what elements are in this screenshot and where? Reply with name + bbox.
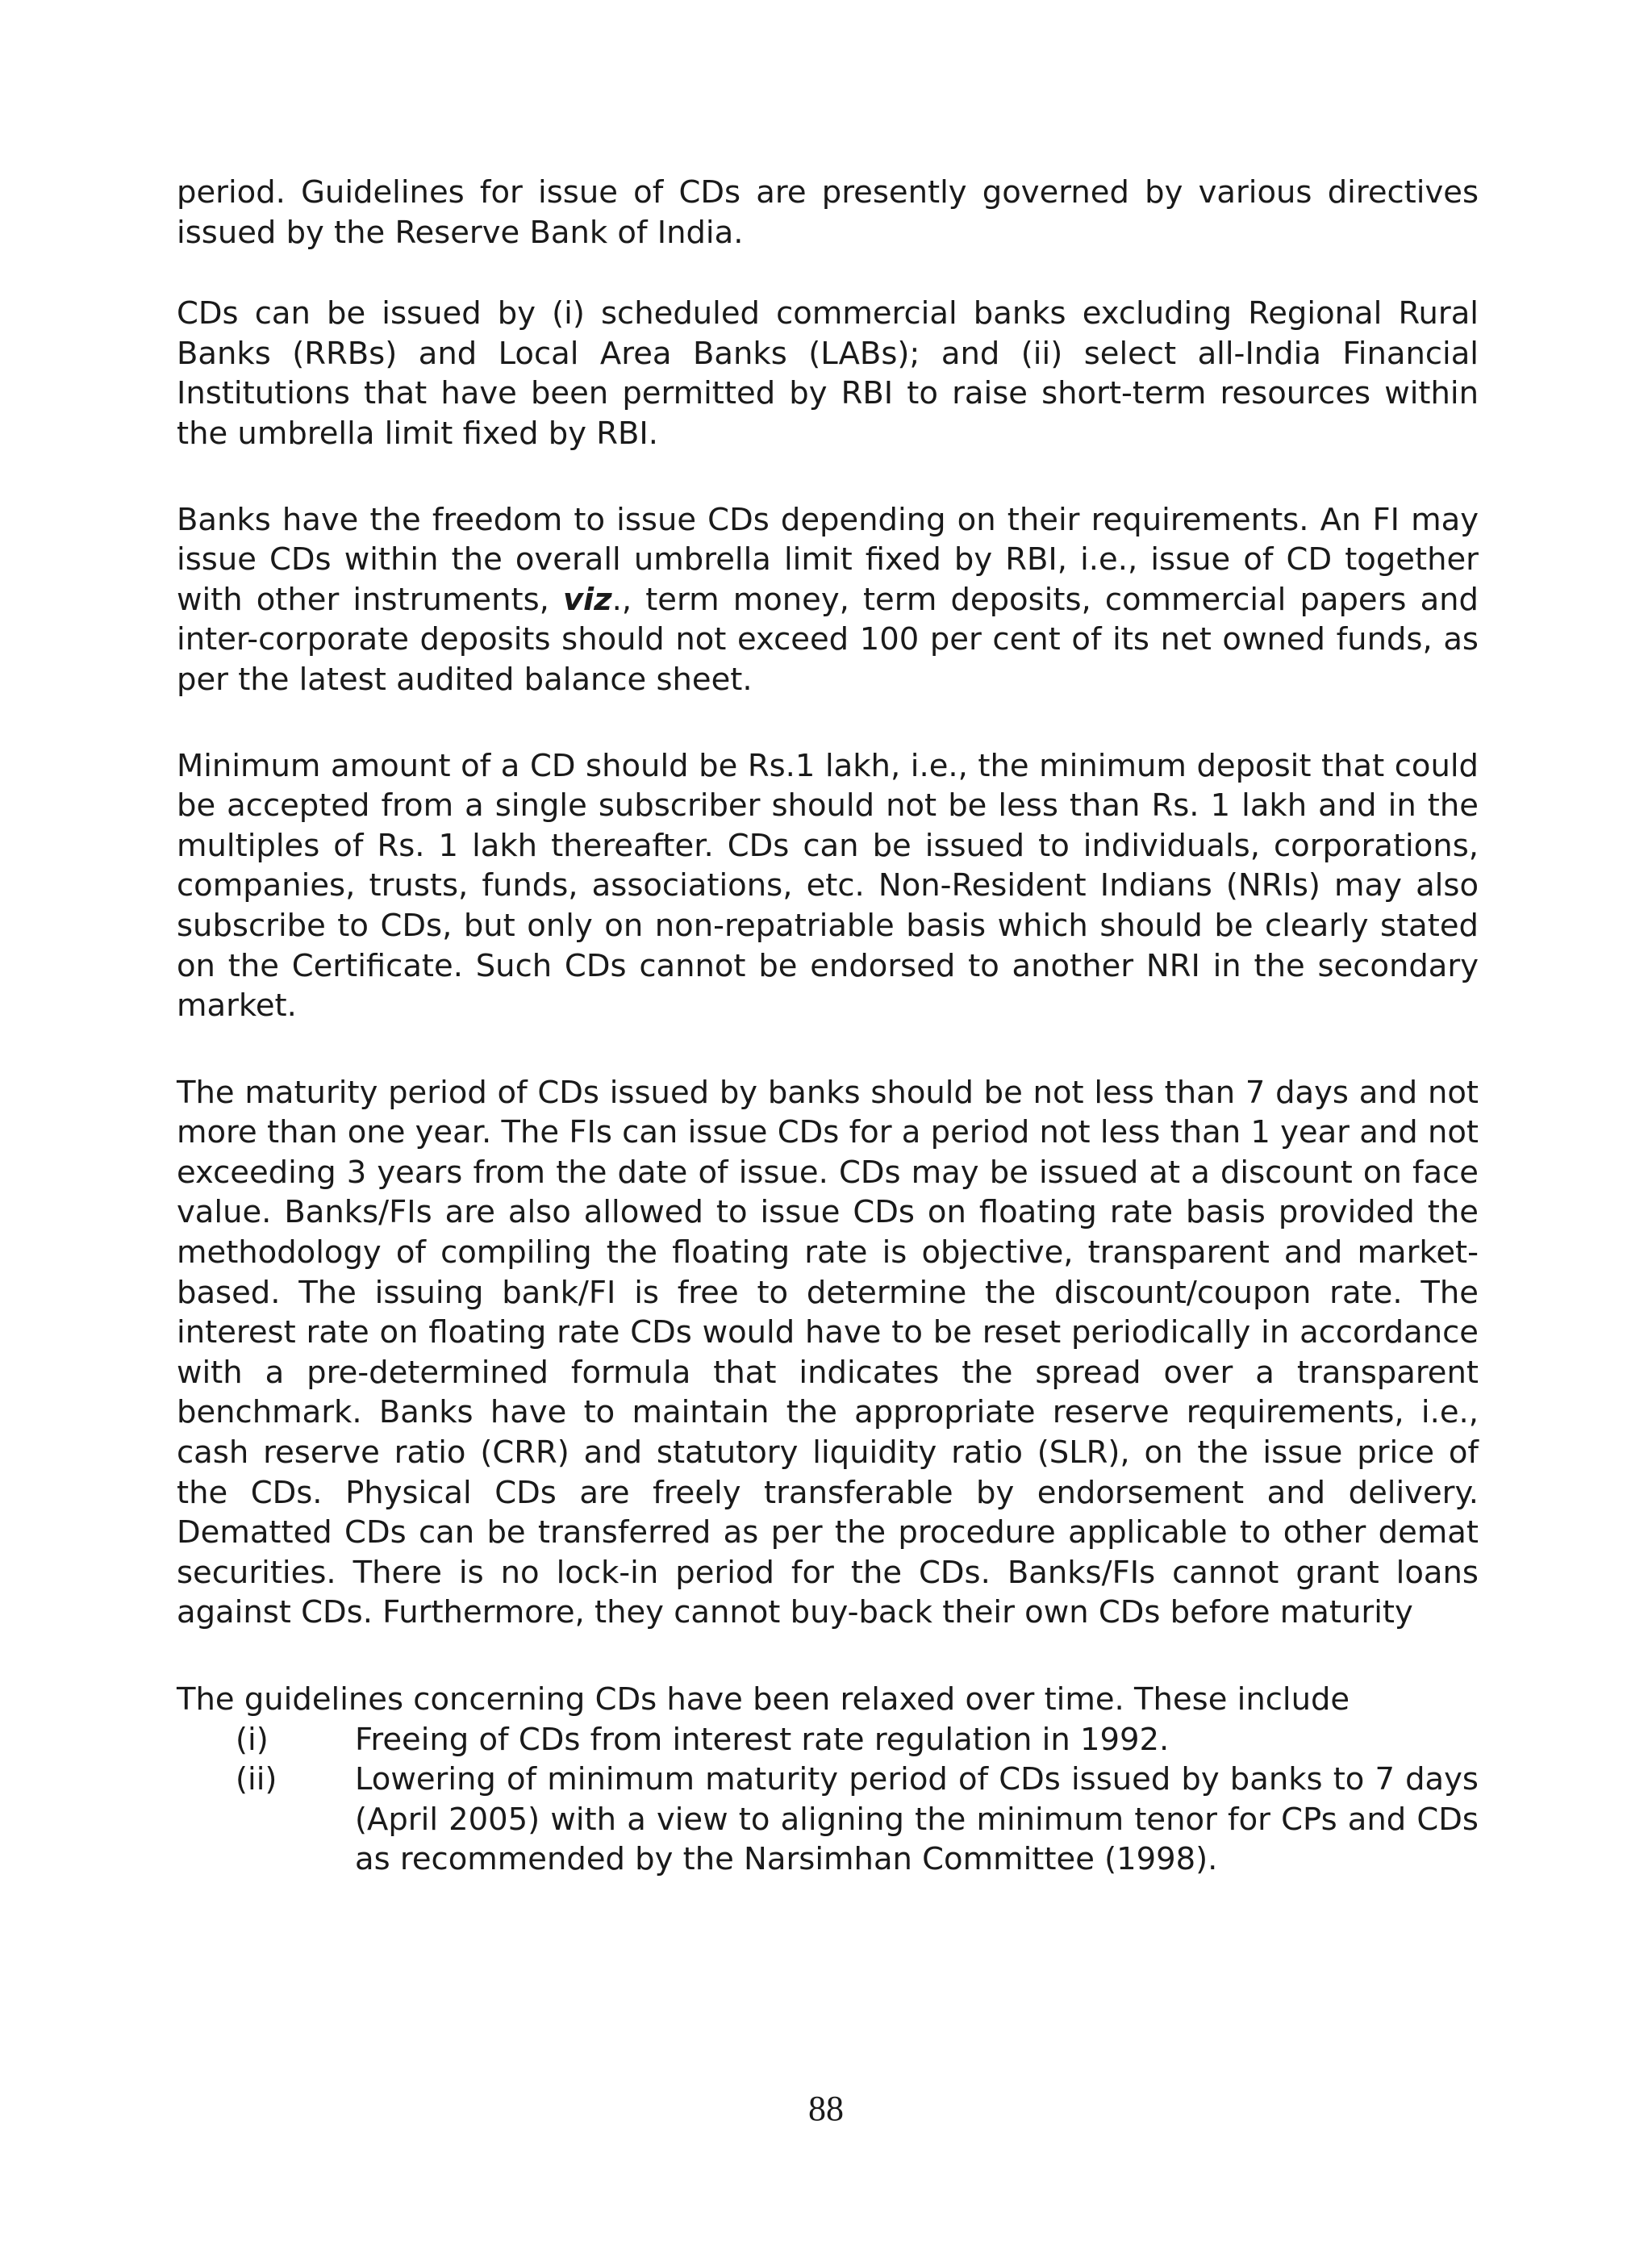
paragraph-minimum-amount: Minimum amount of a CD should be Rs.1 lakh, i.e., the minimum deposit that could be accepted from a single subscriber should not be less than Rs. 1 lakh and in the multiples of Rs. 1 lakh thereafter. CDs can be issued to individuals, corporations, companies, trusts, funds, associations, etc. Non-Resident Indians (NRIs) may also subscribe to CDs, but only on non-repatriable basis which should be clearly stated on the Certificate. Such CDs cannot be endorsed to another NRI in the secondary market. [177, 747, 1479, 1025]
list-item-text: Lowering of minimum maturity period of CDs issued by banks to 7 days (April 2005) with a view to aligning the minimum tenor for CPs and CDs as recommended by the Narsimhan Committee (1998). [355, 1761, 1479, 1878]
list-item [177, 1720, 1479, 1760]
paragraph-text: ., term money, term deposits, commercial papers and inter-corporate deposits should not exceed 100 per cent of its net owned funds, as per the latest audited balance sheet. [177, 581, 1479, 698]
relaxation-list [177, 1720, 1479, 1880]
paragraph-guidelines-intro: period. Guidelines for issue of CDs are presently governed by various directives issued by the Reserve Bank of India. [177, 174, 1479, 251]
list-item-number: (ii) [236, 1761, 277, 1798]
list-item-number: (i) [236, 1721, 269, 1758]
paragraph-issuers: CDs can be issued by (i) scheduled commercial banks excluding Regional Rural Banks (RRBs) and Local Area Banks (LABs); and (ii) select all-India Financial Institutions that have been permitted by RBI to raise short-term resources within the umbrella limit fixed by RBI. [177, 295, 1479, 452]
list-item-text: Freeing of CDs from interest rate regulation in 1992. [355, 1721, 1170, 1758]
list-item [177, 1760, 1479, 1880]
page-number: 88 [808, 2089, 844, 2128]
paragraph-relaxed-guidelines: The guidelines concerning CDs have been relaxed over time. These include [177, 1681, 1350, 1718]
paragraph-maturity-period: The maturity period of CDs issued by banks should be not less than 7 days and not more than one year. The FIs can issue CDs for a period not less than 1 year and not exceeding 3 years from the date of issue. CDs may be issued at a discount on face value. Banks/FIs are also allowed to issue CDs on floating rate basis provided the methodology of compiling the floating rate is objective, transparent and market-based. The issuing bank/FI is free to determine the discount/coupon rate. The interest rate on floating rate CDs would have to be reset periodically in accordance with a pre-determined formula that indicates the spread over a transparent benchmark. Banks have to maintain the appropriate reserve requirements, i.e., cash reserve ratio (CRR) and statutory liquidity ratio (SLR), on the issue price of the CDs. Physical CDs are freely transferable by endorsement and delivery. Dematted CDs can be transferred as per the procedure applicable to other demat securities. There is no lock-in period for the CDs. Banks/FIs cannot grant loans against CDs. Furthermore, they cannot buy-back their own CDs before maturity [177, 1074, 1479, 1631]
document-body [177, 173, 1479, 1880]
emphasis-viz: viz [562, 581, 612, 618]
paragraph-text: Banks have the freedom to issue CDs depending on their requirements. An FI may issue CDs within the overall umbrella limit fixed by RBI, i.e., issue of CD together with other instruments, [177, 501, 1479, 618]
paragraph-freedom-to-issue [177, 500, 1479, 700]
